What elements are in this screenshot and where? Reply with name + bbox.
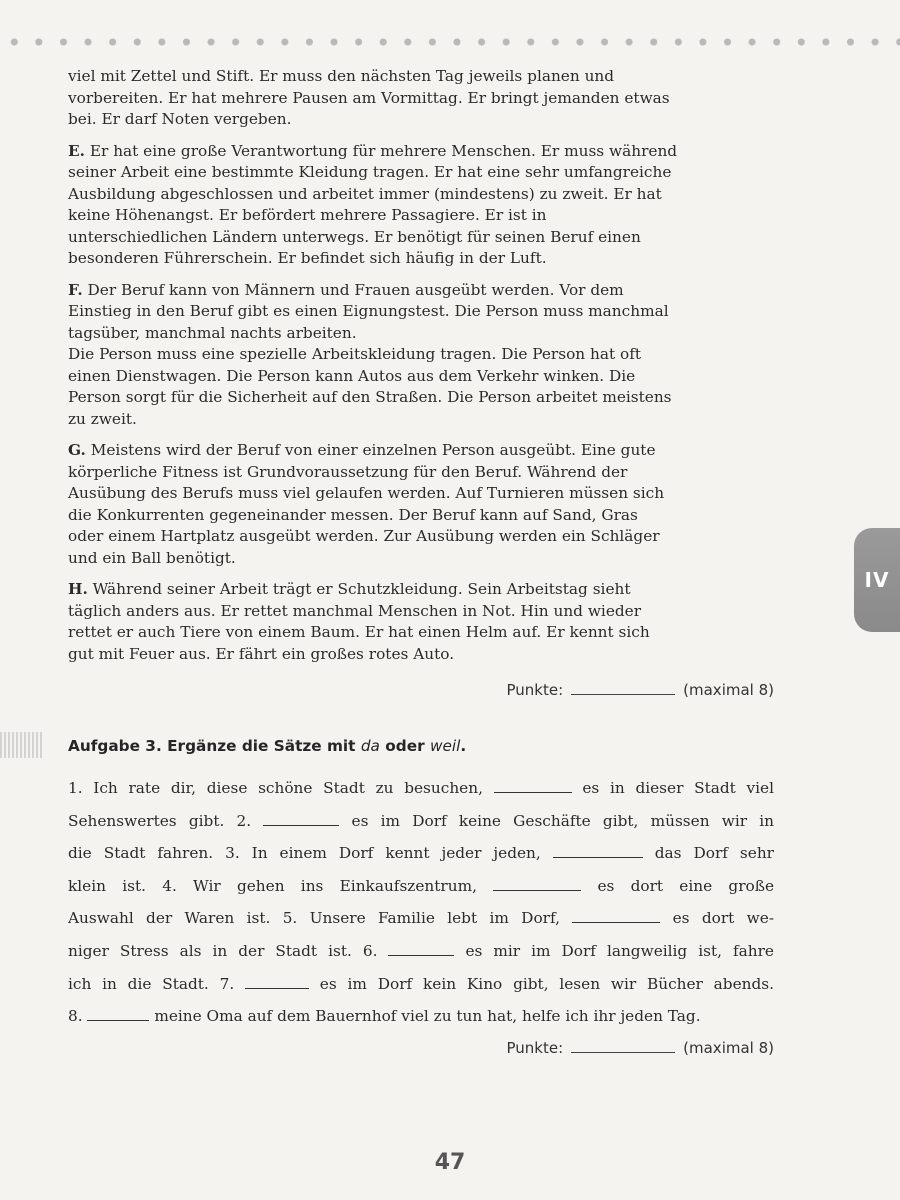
text-line: und ein Ball benötigt. <box>68 548 236 567</box>
score-max: (maximal 8) <box>683 1039 774 1057</box>
text-line: Der Beruf kann von Männern und Frauen ausgeübt werden. Vor dem <box>82 280 624 299</box>
text-line: besonderen Führerschein. Er befindet sich häufig in der Luft. <box>68 249 547 267</box>
score-blank[interactable] <box>571 680 675 695</box>
exercise-line: klein ist. 4. Wir gehen ins Einkaufszentrum, es dort eine große <box>68 876 774 895</box>
text-line: Meistens wird der Beruf von einer einzelnen Person ausgeübt. Eine gute <box>85 441 656 459</box>
text-line: Einstieg in den Beruf gibt es einen Eignungstest. Die Person muss manchmal <box>68 302 669 320</box>
text-line: tagsüber, manchmal nachts arbeiten. <box>68 323 357 342</box>
answer-blank-8[interactable] <box>87 1006 149 1021</box>
score-line-task3 <box>507 1038 775 1057</box>
answer-blank-5[interactable] <box>572 908 660 923</box>
score-max: (maximal 8) <box>683 681 774 699</box>
task3-title: Aufgabe 3. Ergänze die Sätze mit da oder weil. <box>68 737 467 755</box>
exercise-line: Auswahl der Waren ist. 5. Unsere Familie lebt im Dorf, es dort we- <box>68 909 774 928</box>
text-line: die Konkurrenten gegeneinander messen. Der Beruf kann auf Sand, Gras <box>68 505 638 524</box>
text-line: seiner Arbeit eine bestimmte Kleidung tragen. Er hat eine sehr umfangreiche <box>68 163 672 181</box>
paragraph-h <box>68 579 778 665</box>
text-line: einen Dienstwagen. Die Person kann Autos aus dem Verkehr winken. Die <box>68 366 636 385</box>
word-weil: weil <box>429 737 461 755</box>
text-line: bei. Er darf Noten vergeben. <box>68 110 292 128</box>
page-number: 47 <box>434 1150 466 1175</box>
answer-blank-3[interactable] <box>553 843 643 858</box>
exercise-line: die Stadt fahren. 3. In einem Dorf kennt jeder jeden, das Dorf sehr <box>68 844 774 863</box>
paragraph-label: H. <box>68 580 88 598</box>
answer-blank-2[interactable] <box>263 811 339 826</box>
text-line: Die Person muss eine spezielle Arbeitskleidung tragen. Die Person hat oft <box>68 345 642 363</box>
paragraph-label: F. <box>68 280 83 299</box>
paragraph-e <box>68 141 778 270</box>
text-line: Person sorgt für die Sicherheit auf den Straßen. Die Person arbeitet meistens <box>68 388 672 406</box>
text-line: oder einem Hartplatz ausgeübt werden. Zur Ausübung werden ein Schläger <box>68 527 660 545</box>
paragraph-g <box>68 440 778 569</box>
paragraph-label: E. <box>68 141 85 160</box>
answer-blank-1[interactable] <box>494 778 572 793</box>
task3-exercise-text <box>68 772 774 1033</box>
paragraph-d-continued <box>68 66 778 131</box>
paragraph-f <box>68 280 778 431</box>
text-line: Ausbildung abgeschlossen und arbeitet immer (mindestens) zu zweit. Er hat <box>68 184 662 203</box>
exercise-line: ich in die Stadt. 7. es im Dorf kein Kino gibt, lesen wir Bücher abends. <box>68 974 774 993</box>
text-line: gut mit Feuer aus. Er fährt ein großes rotes Auto. <box>68 644 455 663</box>
text-line: keine Höhenangst. Er befördert mehrere Passagiere. Er ist in <box>68 206 547 224</box>
answer-blank-6[interactable] <box>388 941 454 956</box>
exercise-line: niger Stress als in der Stadt ist. 6. es mir im Dorf langweilig ist, fahre <box>68 941 774 960</box>
exercise-line: 8. meine Oma auf dem Bauernhof viel zu tun hat, helfe ich ihr jeden Tag. <box>68 1007 701 1026</box>
word-da: da <box>360 737 380 755</box>
answer-blank-4[interactable] <box>493 876 581 891</box>
text-line: Während seiner Arbeit trägt er Schutzkleidung. Sein Arbeitstag sieht <box>87 580 631 598</box>
answer-blank-7[interactable] <box>245 974 309 989</box>
chapter-number: IV <box>864 568 890 592</box>
job-descriptions <box>68 66 778 675</box>
score-blank[interactable] <box>571 1038 675 1053</box>
text-line: vorbereiten. Er hat mehrere Pausen am Vormittag. Er bringt jemanden etwas <box>68 88 670 107</box>
exercise-line: Sehenswertes gibt. 2. es im Dorf keine Geschäfte gibt, müssen wir in <box>68 811 774 830</box>
text-line: rettet er auch Tiere von einem Baum. Er hat einen Helm auf. Er kennt sich <box>68 623 650 641</box>
text-line: körperliche Fitness ist Grundvoraussetzung für den Beruf. Während der <box>68 462 628 481</box>
score-label: Punkte: <box>506 1039 564 1057</box>
text-line: Er hat eine große Verantwortung für mehrere Menschen. Er muss während <box>85 141 678 160</box>
task-marker-stripes <box>0 732 42 758</box>
exercise-line: 1. Ich rate dir, diese schöne Stadt zu besuchen, es in dieser Stadt viel <box>68 779 774 797</box>
paragraph-label: G. <box>68 441 86 459</box>
text-line: Ausübung des Berufs muss viel gelaufen werden. Auf Turnieren müssen sich <box>68 484 665 502</box>
score-label: Punkte: <box>506 681 564 699</box>
text-line: zu zweit. <box>68 409 137 428</box>
decorative-dot-row <box>0 34 900 50</box>
text-line: unterschiedlichen Ländern unterwegs. Er benötigt für seinen Beruf einen <box>68 227 641 246</box>
text-line: täglich anders aus. Er rettet manchmal Menschen in Not. Hin und wieder <box>68 601 642 620</box>
score-line-task2 <box>507 680 775 699</box>
chapter-tab <box>854 528 900 632</box>
text-line: viel mit Zettel und Stift. Er muss den nächsten Tag jeweils planen und <box>68 67 615 85</box>
